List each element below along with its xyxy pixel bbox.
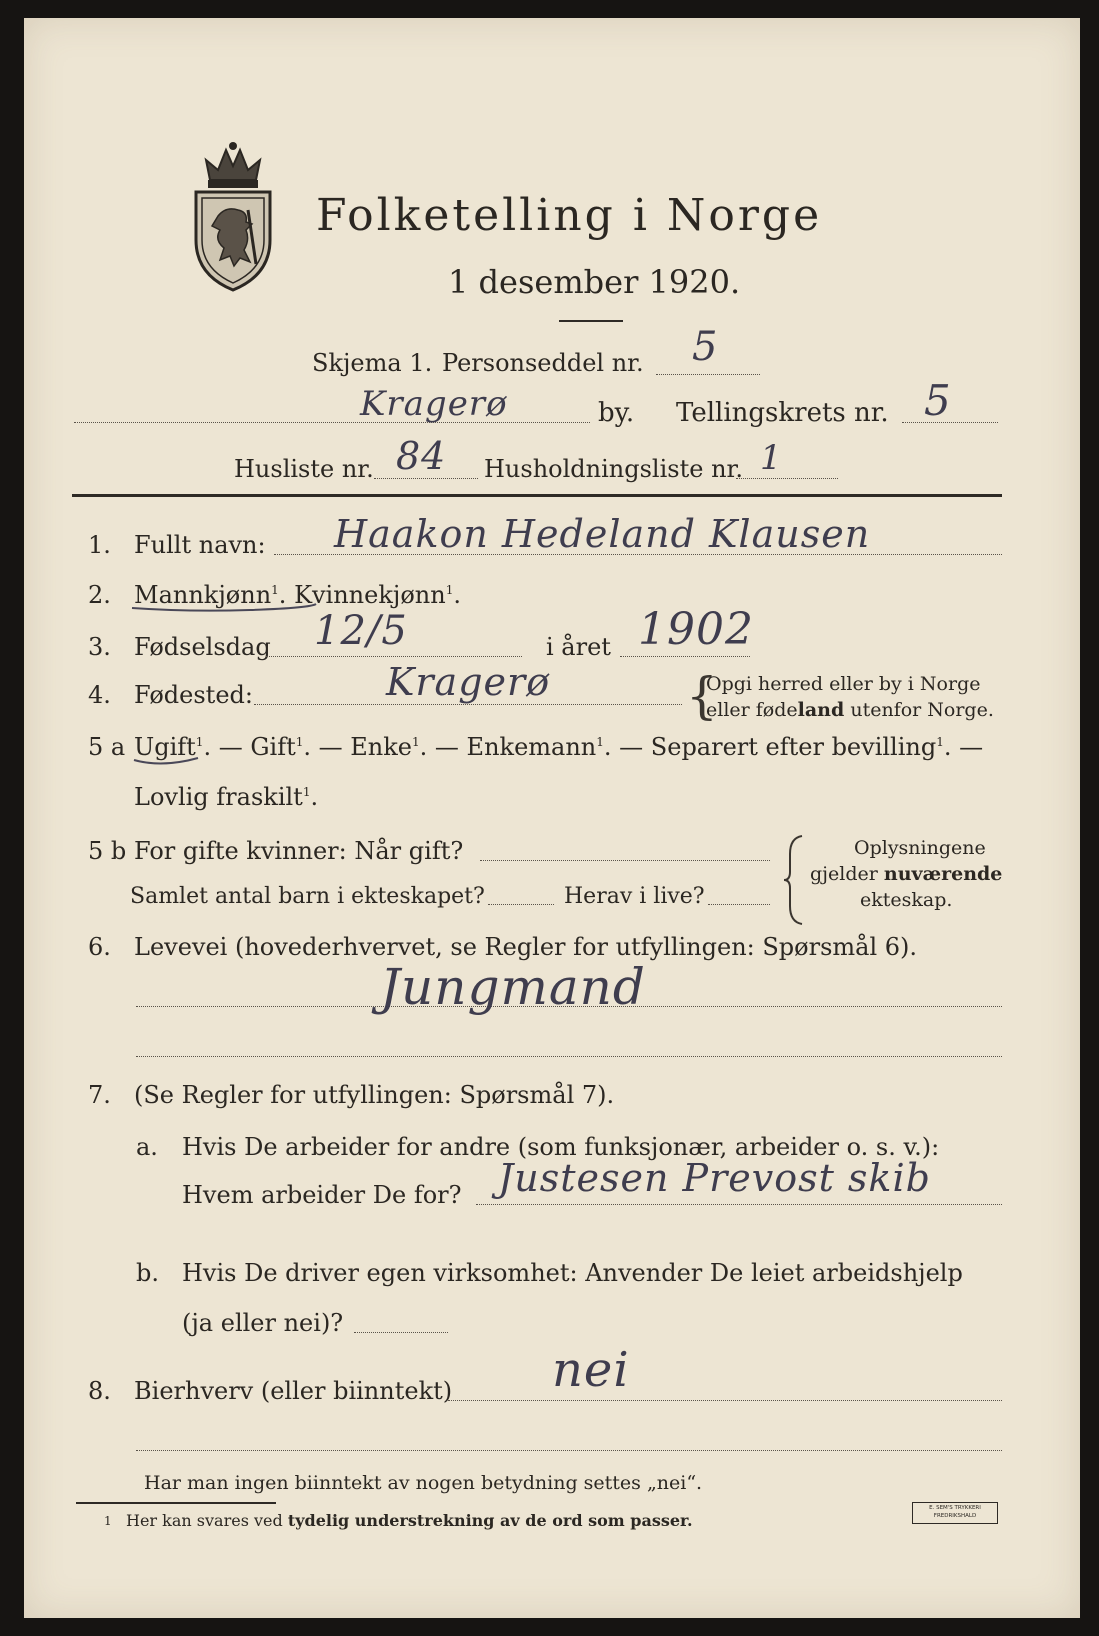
personseddel-line (656, 374, 760, 375)
q1-number: 1. (88, 531, 111, 559)
q8-line2 (136, 1450, 1002, 1451)
q4-number: 4. (88, 681, 111, 709)
q5b-line1: For gifte kvinner: Når gift? (134, 837, 464, 865)
q5a-fraskilt: Lovlig fraskilt$^1$. (134, 783, 319, 811)
q5b-brace (782, 834, 806, 926)
q5a-number: 5 a (88, 733, 126, 761)
q3-year-line (620, 656, 750, 657)
q3-number: 3. (88, 633, 111, 661)
q7b-line1: Hvis De driver egen virksomhet: Anvender De leiet arbeidshjelp (182, 1259, 963, 1287)
q2-underline-mark (130, 600, 320, 616)
q5b-line2b-dots (708, 904, 770, 905)
q5b-note1: Oplysningene (854, 837, 986, 859)
q5a-underline-mark (132, 750, 202, 774)
q4-brace: { (686, 667, 718, 725)
husholdning-value: 1 (760, 438, 783, 478)
tellingskrets-value: 5 (924, 376, 952, 425)
skjema-label: Skjema 1. (312, 349, 433, 377)
personseddel-label: Personseddel nr. (442, 349, 644, 377)
form-title: Folketelling i Norge (316, 190, 823, 241)
q3-day-value: 12/5 (314, 608, 408, 654)
husliste-label: Husliste nr. (234, 455, 374, 483)
header-separator (72, 494, 1002, 497)
q4-note-line2: eller fødeland utenfor Norge. (706, 699, 994, 721)
q1-label: Fullt navn: (134, 531, 266, 559)
q7a-line2: Hvem arbeider De for? (182, 1181, 462, 1209)
footnote-rule (76, 1502, 276, 1504)
q5b-line2a-dots (488, 904, 554, 905)
q5b-note2: gjelder nuværende (810, 863, 1003, 885)
husholdning-label: Husholdningsliste nr. (484, 455, 743, 483)
printer-mark: E. SEM'S TRYKKERI FREDRIKSHALD (912, 1502, 998, 1524)
q2-kvinne: Kvinnekjønn (294, 581, 446, 609)
q5b-number: 5 b (88, 837, 127, 865)
q6-line2 (136, 1056, 1002, 1057)
husliste-line (374, 478, 478, 479)
by-label: by. (598, 398, 635, 428)
q4-line (254, 704, 682, 705)
q6-label: Levevei (hovederhvervet, se Regler for utfyllingen: Spørsmål 6). (134, 933, 918, 961)
q3-year-value: 1902 (638, 604, 754, 655)
q7b-line (354, 1332, 448, 1333)
q5b-line1-dots (480, 860, 770, 861)
q8-number: 8. (88, 1377, 111, 1405)
q8-value: nei (552, 1342, 630, 1398)
q1-value: Haakon Hedeland Klausen (334, 512, 871, 556)
q7-label: (Se Regler for utfyllingen: Spørsmål 7). (134, 1081, 615, 1109)
coat-of-arms-icon (190, 140, 276, 292)
footer-note: Har man ingen biinntekt av nogen betydning settes „nei“. (144, 1472, 703, 1494)
q7b-line2: (ja eller nei)? (182, 1309, 344, 1337)
q2-number: 2. (88, 581, 111, 609)
census-form (24, 18, 1080, 1618)
q2-mann: Mannkjønn (134, 581, 272, 609)
q3-label: Fødselsdag (134, 633, 271, 661)
q3-year-label: i året (546, 633, 611, 661)
q5a-ugift: Ugift (134, 733, 196, 761)
q3-day-line (266, 656, 522, 657)
q6-value: Jungmand (380, 958, 646, 1016)
q2-options: Mannkjønn$^1$. Kvinnekjønn$^1$. (134, 581, 461, 609)
q5b-line2a: Samlet antal barn i ekteskapet? (130, 884, 485, 909)
q7a-value: Justesen Prevost skib (498, 1156, 931, 1200)
q4-value: Kragerø (386, 660, 551, 704)
q5b-note3: ekteskap. (860, 889, 953, 911)
title-divider (559, 320, 623, 322)
husliste-value: 84 (396, 434, 447, 478)
q5b-line2b: Herav i live? (564, 884, 705, 909)
personseddel-value: 5 (692, 324, 719, 370)
by-line (74, 422, 590, 423)
q6-number: 6. (88, 933, 111, 961)
q7-number: 7. (88, 1081, 111, 1109)
q7b-letter: b. (136, 1259, 159, 1287)
q4-label: Fødested: (134, 681, 253, 709)
by-value: Kragerø (360, 384, 508, 424)
q5a-options: Ugift$^1$. — Gift$^1$. — Enke$^1$. — Enkemann$^1$. — Separert efter bevilling$^1$. — (134, 733, 984, 761)
q8-label: Bierhverv (eller biinntekt) (134, 1377, 453, 1405)
q7a-line (476, 1204, 1002, 1205)
footnote-mark: 1 (104, 1514, 112, 1528)
q4-note-line1: Opgi herred eller by i Norge (706, 673, 981, 695)
form-date: 1 desember 1920. (448, 263, 741, 301)
q7a-letter: a. (136, 1133, 158, 1161)
tellingskrets-label: Tellingskrets nr. (676, 398, 889, 428)
q7a-line1: Hvis De arbeider for andre (som funksjonær, arbeider o. s. v.): (182, 1133, 940, 1161)
q8-line1 (448, 1400, 1002, 1401)
footnote-text: Her kan svares ved tydelig understrekning av de ord som passer. (126, 1511, 693, 1530)
husholdning-line (736, 478, 838, 479)
